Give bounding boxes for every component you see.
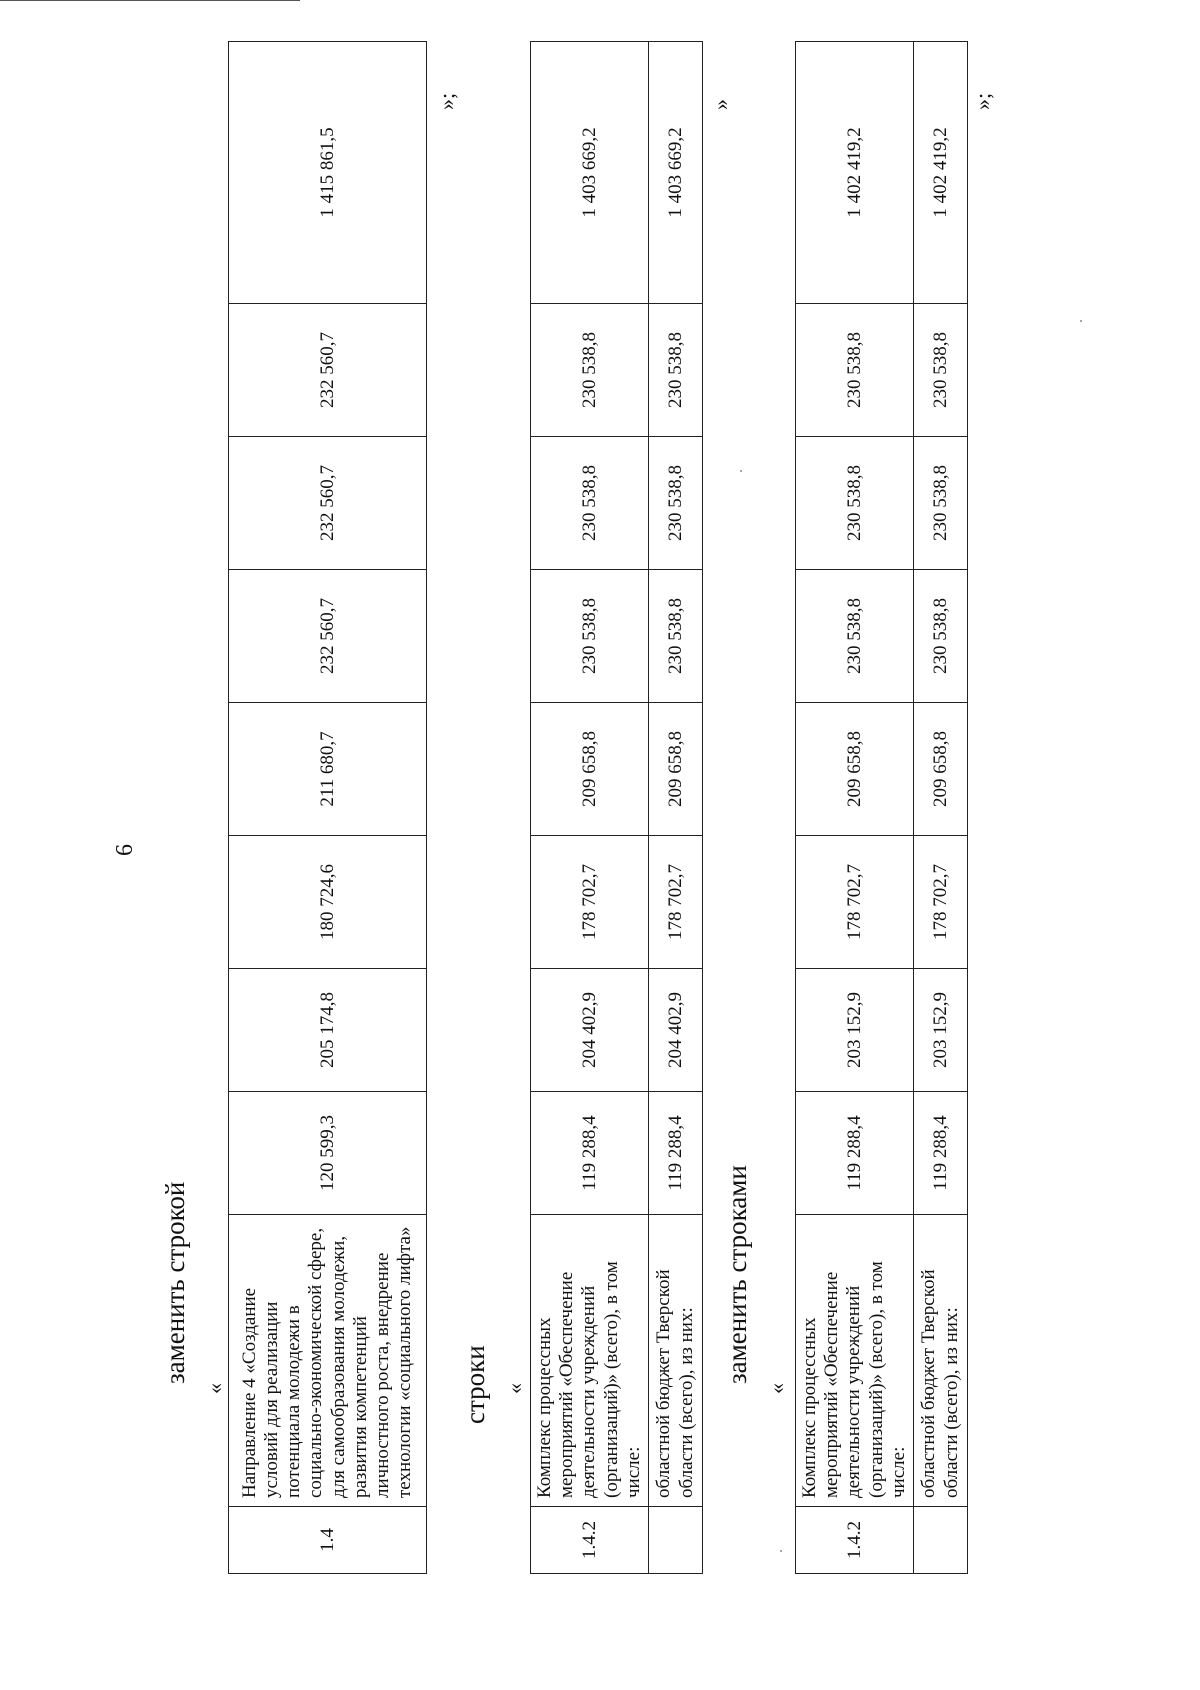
section-heading: заменить строкой	[160, 1181, 190, 1384]
value-cell: 230 538,8	[796, 437, 914, 570]
value-cell: 230 538,8	[531, 437, 649, 570]
close-quote: »;	[970, 92, 995, 110]
replacement-table	[795, 41, 968, 1574]
section-heading: строки	[460, 1345, 490, 1424]
value-cell: 204 402,9	[531, 969, 649, 1092]
close-quote: »;	[434, 92, 459, 110]
table-row	[229, 42, 427, 1574]
value-cell: 120 599,3	[229, 1092, 427, 1215]
table-row	[914, 42, 968, 1574]
value-cell: 230 538,8	[914, 570, 968, 703]
value-cell: 232 560,7	[229, 304, 427, 437]
value-cell: 230 538,8	[531, 304, 649, 437]
value-cell: 204 402,9	[649, 969, 703, 1092]
value-cell: 209 658,8	[796, 703, 914, 836]
value-cell: 1 403 669,2	[649, 42, 703, 304]
value-cell: 1 415 861,5	[229, 42, 427, 304]
value-cell: 119 288,4	[914, 1092, 968, 1215]
value-cell: 1 402 419,2	[796, 42, 914, 304]
value-cell: 211 680,7	[229, 703, 427, 836]
value-cell: 203 152,9	[914, 969, 968, 1092]
value-cell: 119 288,4	[649, 1092, 703, 1215]
row-code	[914, 1507, 968, 1574]
value-cell: 203 152,9	[796, 969, 914, 1092]
value-cell: 232 560,7	[229, 437, 427, 570]
page-number: 6	[112, 844, 138, 856]
value-cell: 180 724,6	[229, 836, 427, 969]
value-cell: 230 538,8	[796, 304, 914, 437]
value-cell: 209 658,8	[531, 703, 649, 836]
row-name: областной бюджет Тверской области (всего), из них:	[914, 1215, 968, 1507]
value-cell: 119 288,4	[796, 1092, 914, 1215]
row-code: 1.4.2	[531, 1507, 649, 1574]
value-cell: 178 702,7	[914, 836, 968, 969]
value-cell: 230 538,8	[796, 570, 914, 703]
value-cell: 232 560,7	[229, 570, 427, 703]
value-cell: 230 538,8	[531, 570, 649, 703]
value-cell: 230 538,8	[914, 304, 968, 437]
value-cell: 230 538,8	[649, 304, 703, 437]
open-quote: «	[502, 1383, 527, 1394]
row-name: Направление 4 «Создание условий для реализации потенциала молодежи в социально-экономической сфере, для самообразования молодежи, развития компетенций личностного роста, внедрение технологии «социального лифта»	[229, 1215, 427, 1507]
value-cell: 230 538,8	[649, 437, 703, 570]
row-code: 1.4	[229, 1507, 427, 1574]
row-name: Комплекс процессных мероприятий «Обеспечение деятельности учреждений (организаций)» (всего), в том числе:	[796, 1215, 914, 1507]
value-cell: 178 702,7	[796, 836, 914, 969]
replacement-table	[530, 41, 703, 1574]
section-heading: заменить строками	[722, 1165, 752, 1384]
value-cell: 209 658,8	[914, 703, 968, 836]
row-code	[649, 1507, 703, 1574]
replacement-table	[228, 41, 427, 1574]
table-row	[796, 42, 914, 1574]
value-cell: 178 702,7	[649, 836, 703, 969]
value-cell: 119 288,4	[531, 1092, 649, 1215]
value-cell: 1 402 419,2	[914, 42, 968, 304]
value-cell: 209 658,8	[649, 703, 703, 836]
table-row	[531, 42, 649, 1574]
row-name: Комплекс процессных мероприятий «Обеспечение деятельности учреждений (организаций)» (всего), в том числе:	[531, 1215, 649, 1507]
table-row	[649, 42, 703, 1574]
close-quote: »	[708, 99, 733, 110]
value-cell: 1 403 669,2	[531, 42, 649, 304]
value-cell: 178 702,7	[531, 836, 649, 969]
row-name: областной бюджет Тверской области (всего), из них:	[649, 1215, 703, 1507]
open-quote: «	[202, 1383, 227, 1394]
value-cell: 230 538,8	[649, 570, 703, 703]
open-quote: «	[764, 1383, 789, 1394]
value-cell: 230 538,8	[914, 437, 968, 570]
row-code: 1.4.2	[796, 1507, 914, 1574]
value-cell: 205 174,8	[229, 969, 427, 1092]
